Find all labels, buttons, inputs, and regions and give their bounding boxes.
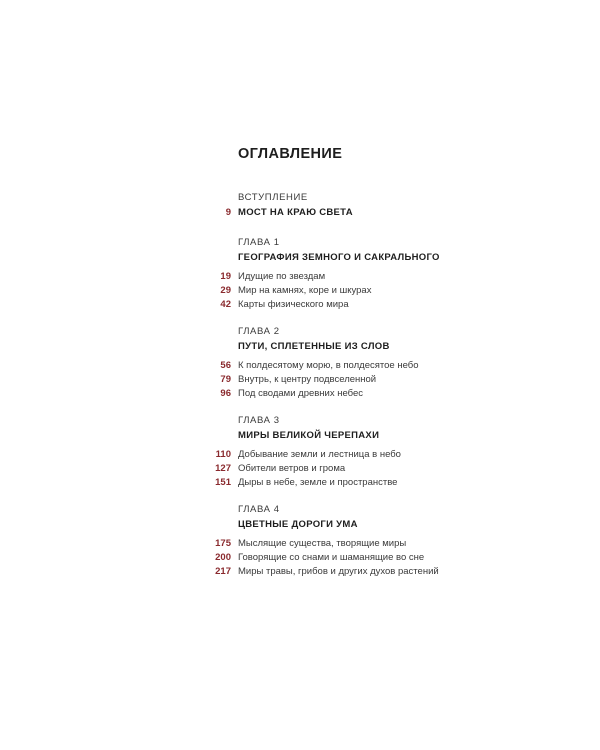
- entry-title: Добывание земли и лестница в небо: [238, 449, 401, 460]
- toc-entry[interactable]: [0, 551, 600, 565]
- entry-title: Миры травы, грибов и других духов растений: [238, 566, 439, 577]
- toc-entry[interactable]: [0, 537, 600, 551]
- page-number: 110: [215, 449, 231, 460]
- chapter-heading-row: [0, 518, 600, 532]
- chapter-heading: МИРЫ ВЕЛИКОЙ ЧЕРЕПАХИ: [238, 430, 380, 441]
- toc-entry[interactable]: [0, 359, 600, 373]
- chapter-heading: ПУТИ, СПЛЕТЕННЫЕ ИЗ СЛОВ: [238, 341, 390, 352]
- section-label: ВСТУПЛЕНИЕ: [238, 192, 308, 203]
- section-label-row: [0, 503, 600, 517]
- entry-title: Мыслящие существа, творящие миры: [238, 538, 407, 549]
- entry-title: Под сводами древних небес: [238, 388, 364, 399]
- entry-title: Карты физического мира: [238, 299, 349, 310]
- page-number: 200: [215, 552, 231, 563]
- toc-chapter-2: [0, 325, 600, 401]
- chapter-heading-row: [0, 429, 600, 443]
- section-label-row: [0, 325, 600, 339]
- toc-entry[interactable]: [0, 565, 600, 579]
- toc-chapter-4: [0, 503, 600, 579]
- page-number: 127: [215, 463, 231, 474]
- chapter-heading: ГЕОГРАФИЯ ЗЕМНОГО И САКРАЛЬНОГО: [238, 252, 440, 263]
- entry-title: Дыры в небе, земле и пространстве: [238, 477, 398, 488]
- entry-title: Обители ветров и грома: [238, 463, 346, 474]
- section-label-row: [0, 236, 600, 250]
- chapter-label: ГЛАВА 3: [238, 415, 280, 426]
- page-number: 42: [220, 299, 231, 310]
- entry-title: Мир на камнях, коре и шкурах: [238, 285, 372, 296]
- section-heading: МОСТ НА КРАЮ СВЕТА: [238, 207, 353, 218]
- entry-title: Внутрь, к центру подвселенной: [238, 374, 377, 385]
- chapter-label: ГЛАВА 2: [238, 326, 280, 337]
- toc-chapter-3: [0, 414, 600, 490]
- toc-chapter-1: [0, 236, 600, 312]
- page-number: 79: [220, 374, 231, 385]
- toc-intro-section: [0, 191, 600, 220]
- page-number: 56: [220, 360, 231, 371]
- page-number: 96: [220, 388, 231, 399]
- toc-entry[interactable]: [0, 462, 600, 476]
- chapter-label: ГЛАВА 4: [238, 504, 280, 515]
- page-title: ОГЛАВЛЕНИЕ: [238, 146, 343, 162]
- section-label-row: [0, 414, 600, 428]
- entry-title: К полдесятому морю, в полдесятое небо: [238, 360, 419, 371]
- chapter-heading-row: [0, 340, 600, 354]
- page-number: 29: [220, 285, 231, 296]
- entry-title: Идущие по звездам: [238, 271, 326, 282]
- entry-title: Говорящие со снами и шаманящие во сне: [238, 552, 425, 563]
- chapter-heading: ЦВЕТНЫЕ ДОРОГИ УМА: [238, 519, 358, 530]
- section-label-row: [0, 191, 600, 205]
- toc-entry[interactable]: [0, 284, 600, 298]
- toc-entry[interactable]: [0, 387, 600, 401]
- toc-entry[interactable]: [0, 298, 600, 312]
- toc-entry[interactable]: [0, 373, 600, 387]
- page-number: 217: [215, 566, 231, 577]
- toc-entry[interactable]: [0, 448, 600, 462]
- chapter-heading-row: [0, 251, 600, 265]
- toc-entry[interactable]: [0, 476, 600, 490]
- page-number: 19: [220, 271, 231, 282]
- page-number: 175: [215, 538, 231, 549]
- toc-entry[interactable]: [0, 270, 600, 284]
- page-number: 9: [225, 207, 231, 218]
- page-number: 151: [215, 477, 231, 488]
- chapter-label: ГЛАВА 1: [238, 237, 280, 248]
- toc-entry[interactable]: [0, 206, 600, 220]
